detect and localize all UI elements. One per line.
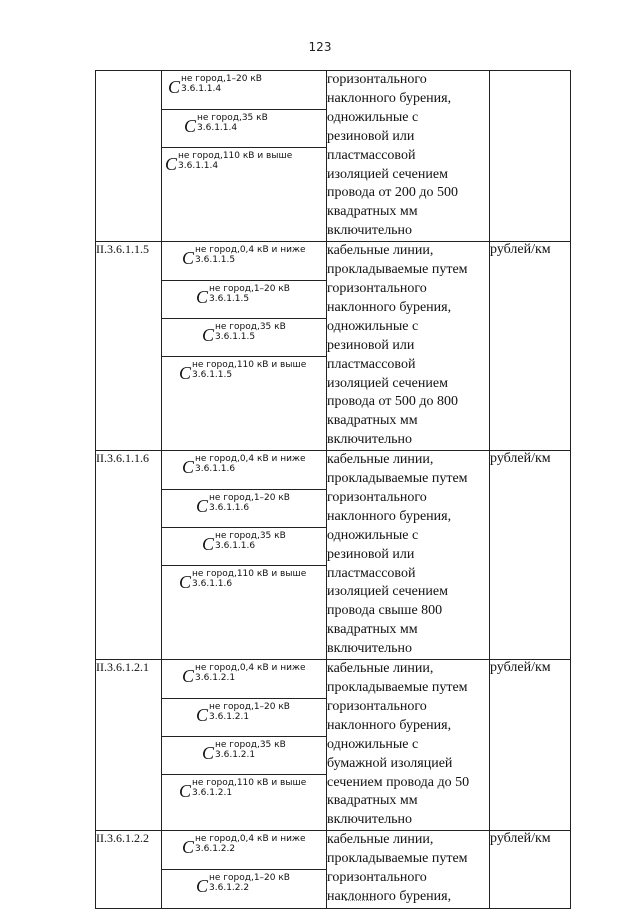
description-line: наклонного бурения, <box>327 888 452 904</box>
description-line: включительно <box>327 223 413 239</box>
cost-formula <box>162 242 326 280</box>
formula-subscript: 3.6.1.1.6 <box>195 464 236 475</box>
description-line: провода от 200 до 500 <box>327 185 458 201</box>
description-line: квадратных мм <box>327 793 418 809</box>
formula-cell <box>162 831 327 909</box>
formula-subscript: 3.6.1.1.6 <box>209 503 250 514</box>
description-line: кабельные линии, <box>327 661 434 677</box>
row-unit: рублей/км <box>490 660 571 831</box>
row-description <box>327 451 490 660</box>
formula-superscript: не город,1–20 кВ <box>209 702 290 713</box>
formula-subscript: 3.6.1.2.2 <box>209 883 250 894</box>
description-line: кабельные линии, <box>327 243 434 259</box>
row-description <box>327 71 490 242</box>
cost-formula <box>162 451 326 489</box>
description-line: квадратных мм <box>327 204 418 220</box>
table-row <box>96 831 571 909</box>
description-line: резиновой или <box>327 128 415 144</box>
description-line: горизонтального <box>327 489 427 505</box>
description-line: наклонного бурения, <box>327 508 452 524</box>
description-line: прокладываемые путем <box>327 262 468 278</box>
description-line: сечением провода до 50 <box>327 774 470 790</box>
page-number: 123 <box>308 40 332 54</box>
formula-subscript: 3.6.1.1.4 <box>197 123 238 133</box>
cost-formula <box>162 774 326 812</box>
description-line: горизонтального <box>327 870 427 886</box>
description-line: кабельные линии, <box>327 452 434 468</box>
scan-artifact <box>345 900 375 902</box>
description-line: изоляцией сечением <box>327 584 448 600</box>
formula-superscript: не город,35 кВ <box>215 322 286 333</box>
formula-superscript: не город,0,4 кВ и ниже <box>195 245 306 256</box>
description-line: прокладываемые путем <box>327 680 468 695</box>
description-line: резиновой или <box>327 546 415 562</box>
cost-formula <box>162 698 326 736</box>
formula-superscript: не город,110 кВ и выше <box>192 778 307 789</box>
formula-superscript: не город,35 кВ <box>197 113 268 123</box>
formula-symbol: С <box>182 457 195 478</box>
formula-symbol: С <box>196 496 209 517</box>
formula-subscript: 3.6.1.1.5 <box>195 255 236 266</box>
row-code <box>96 71 162 242</box>
formula-subscript: 3.6.1.2.1 <box>195 673 236 684</box>
formula-superscript: не город,35 кВ <box>215 740 286 751</box>
row-code: II.3.6.1.2.2 <box>96 831 162 909</box>
formula-symbol: С <box>179 363 192 384</box>
description-line: пластмассовой <box>327 147 416 163</box>
formula-superscript: не город,1–20 кВ <box>209 284 290 295</box>
formula-subscript: 3.6.1.2.1 <box>209 712 250 723</box>
formula-symbol: С <box>196 705 209 726</box>
formula-superscript: не город,1–20 кВ <box>209 873 290 884</box>
row-unit: рублей/км <box>490 242 571 451</box>
cost-formula <box>162 147 326 185</box>
description-line: изоляцией сечением <box>327 375 448 391</box>
description-line: изоляцией сечением <box>327 166 448 182</box>
description-line: резиновой или <box>327 337 415 353</box>
cost-formula <box>162 318 326 356</box>
row-unit: рублей/км <box>490 451 571 660</box>
description-line: горизонтального <box>327 698 427 714</box>
row-unit: рублей/км <box>490 831 571 909</box>
row-description <box>327 660 490 831</box>
cost-formula <box>162 356 326 394</box>
cost-formula <box>162 736 326 774</box>
formula-superscript: не город,0,4 кВ и ниже <box>195 663 306 674</box>
formula-superscript: не город,110 кВ и выше <box>192 360 307 371</box>
formula-symbol: С <box>182 666 195 687</box>
formula-superscript: не город,110 кВ и выше <box>178 151 293 161</box>
formula-symbol: С <box>179 572 192 593</box>
description-line: прокладываемые путем <box>327 471 468 487</box>
formula-symbol: С <box>202 534 215 555</box>
description-line: горизонтального <box>327 280 427 296</box>
cost-formula <box>162 280 326 318</box>
description-line: одножильные с <box>327 527 419 543</box>
formula-subscript: 3.6.1.1.6 <box>215 541 256 552</box>
table-row <box>96 451 571 660</box>
description-line: бумажной изоляцией <box>327 755 453 771</box>
description-line: включительно <box>327 432 413 448</box>
description-line: пластмассовой <box>327 565 416 581</box>
table-row <box>96 71 571 242</box>
formula-subscript: 3.6.1.1.5 <box>192 370 233 381</box>
description-line: провода от 500 до 800 <box>327 394 458 410</box>
cost-formula <box>162 565 326 603</box>
formula-superscript: не город,1–20 кВ <box>181 74 262 84</box>
formula-symbol: С <box>182 837 195 858</box>
cost-formula <box>162 71 326 109</box>
formula-symbol: С <box>182 248 195 269</box>
formula-symbol: С <box>202 743 215 764</box>
formula-symbol: С <box>196 876 209 897</box>
formula-symbol: С <box>184 116 197 136</box>
description-line: наклонного бурения, <box>327 90 452 106</box>
row-unit <box>490 71 571 242</box>
cost-formula <box>162 660 326 698</box>
cost-formula <box>162 831 326 869</box>
row-code: II.3.6.1.1.5 <box>96 242 162 451</box>
cost-formula <box>162 109 326 147</box>
description-line: провода свыше 800 <box>327 603 443 619</box>
description-line: включительно <box>327 641 413 657</box>
row-code: II.3.6.1.1.6 <box>96 451 162 660</box>
formula-symbol: С <box>196 287 209 308</box>
cost-formula <box>162 489 326 527</box>
description-line: прокладываемые путем <box>327 851 468 867</box>
formula-subscript: 3.6.1.2.1 <box>215 750 256 761</box>
formula-subscript: 3.6.1.1.5 <box>209 294 250 305</box>
formula-superscript: не город,35 кВ <box>215 531 286 542</box>
formula-subscript: 3.6.1.1.4 <box>178 161 219 171</box>
description-line: одножильные с <box>327 318 419 334</box>
formula-cell <box>162 242 327 451</box>
row-description <box>327 242 490 451</box>
cost-formula <box>162 869 326 907</box>
table-row <box>96 660 571 831</box>
formula-symbol: С <box>202 325 215 346</box>
description-line: включительно <box>327 812 413 828</box>
description-line: одножильные с <box>327 109 419 125</box>
description-line: квадратных мм <box>327 622 418 638</box>
formula-superscript: не город,0,4 кВ и ниже <box>195 834 306 845</box>
formula-subscript: 3.6.1.1.5 <box>215 332 256 343</box>
formula-symbol: С <box>165 154 178 174</box>
formula-superscript: не город,1–20 кВ <box>209 493 290 504</box>
formula-cell <box>162 660 327 831</box>
formula-cell <box>162 71 327 242</box>
formula-cell <box>162 451 327 660</box>
table-row <box>96 242 571 451</box>
tariff-table <box>95 70 571 909</box>
description-line: одножильные с <box>327 736 419 752</box>
description-line: наклонного бурения, <box>327 717 452 733</box>
formula-subscript: 3.6.1.1.4 <box>181 84 222 94</box>
description-line: наклонного бурения, <box>327 299 452 315</box>
description-line: пластмассовой <box>327 356 416 372</box>
description-line: квадратных мм <box>327 413 418 429</box>
description-line: кабельные линии, <box>327 832 434 848</box>
cost-formula <box>162 527 326 565</box>
formula-superscript: не город,110 кВ и выше <box>192 569 307 580</box>
formula-symbol: С <box>168 77 181 97</box>
description-line: горизонтального <box>327 72 427 87</box>
row-description <box>327 831 490 909</box>
formula-symbol: С <box>179 781 192 802</box>
formula-subscript: 3.6.1.2.2 <box>195 844 236 855</box>
formula-superscript: не город,0,4 кВ и ниже <box>195 454 306 465</box>
formula-subscript: 3.6.1.1.6 <box>192 579 233 590</box>
formula-subscript: 3.6.1.2.1 <box>192 788 233 799</box>
row-code: II.3.6.1.2.1 <box>96 660 162 831</box>
